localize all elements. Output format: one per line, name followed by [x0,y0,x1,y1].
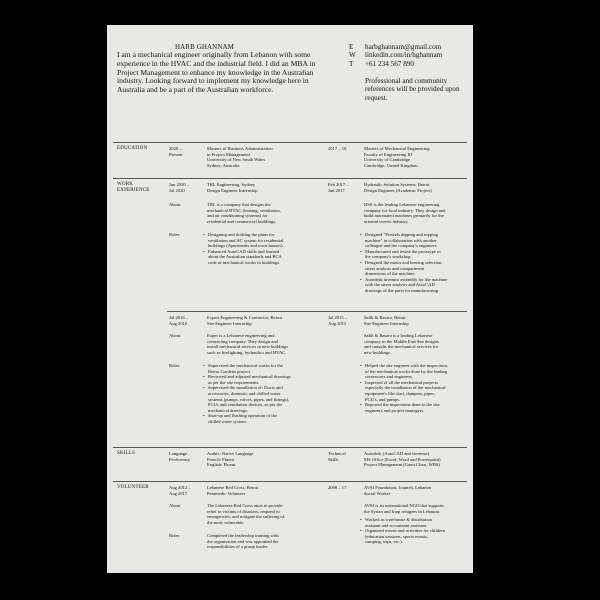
languages-list: Arabic: Native Language French: Fluent English: Fluent [207,451,254,468]
job3-title: Expert Engineering & Contractor, Beirut Site Engineer Internship [207,315,282,326]
job4-title: Salih & Basara, Beirut Site Engineer Internship [364,315,409,326]
list-item: • Designed "Pretzels dipping and topping machine" in collaboration with another colleague and the company's engineers. [360,232,447,249]
job4-dates: Jul 2015 – Aug 2015 [328,315,348,326]
contact-key-phone: T [349,59,354,68]
contact-website[interactable]: linkedin.com/in/hghannam [365,51,443,60]
list-item: • Start-up and flushing operation of the chilled water system. [203,413,291,424]
volunteer-title-right: AVSI Foundation, Jounieh, Lebanon Social Worker [364,485,432,496]
technical-label: Technical Skills [328,451,346,462]
volunteer-roles-right [360,517,445,545]
job3-about: Exper is a Lebanese engineering and contracting company. They design and install mechanical services in new buildings such as firefighting, hydraulics and HVAC. [207,333,289,355]
language-label: Language Proficiency [169,451,191,462]
volunteer-roles-left: Completed the leadership training with the organisation and was appointed the responsibilities of a group leader. [207,533,279,550]
job2-dates: Feb 2017 – Jun 2017 [328,182,349,193]
job1-about-label: About [169,202,181,207]
education-dates-left: 2020 – Present [169,146,183,157]
job2-title: Hydraulic Solution Systems, Beirut Design Engineer (Academic Project) [364,182,432,193]
list-item: • Worked as warehouse & distribution assistant and accountant assistant. [360,517,445,528]
list-item: • Supervised the mechanical works for the Beirut Gardens project. [203,363,291,374]
references-note: Professional and community references will be provided upon request. [365,77,460,102]
contact-key-email: E [349,43,354,51]
contact-values [365,43,442,68]
education-dates-right: 2017 – 18 [328,146,347,151]
list-item: • Enhanced AutoCAD skills and learned about the Australian standards and BCA code of mechanical works in buildings. [203,249,284,266]
volunteer-title-left: Lebanese Red Cross, Beirut Paramedic Volunteer [207,485,259,496]
contact-keys [349,43,356,68]
volunteer-dates-left: Aug 2012 – Aug 2017 [169,485,191,496]
volunteer-about-label: About [169,503,181,508]
volunteer-roles-label: Roles [169,533,180,538]
technical-skills-list: Autodesk (AutoCAD and Inventor) MS Office (Excel, Word and Powerpoint) Project Management (Gantt Chart, WBS) [364,451,441,468]
subsection-divider [167,311,467,312]
contact-phone: +61 234 567 890 [365,59,414,68]
person-name: HARB GHANNAM [175,43,234,51]
job4-about: Salih & Basara is a leading Lebanese company in the Middle East that designs and consults the mechanical services for new buildings. [364,333,439,355]
list-item: • Designing and drafting the plans for ventilation and AC system for residential buildings (Apartments and town houses). [203,232,284,249]
job3-roles [203,363,291,425]
job1-about: TBL is a company that designs the mechanical HVAC (heating, ventilation, and air conditioning systems) for residential and commercial buildings. [207,202,281,224]
job1-dates: Jun 2020 – Jul 2020 [169,182,190,193]
list-item: • Autodesk inventor assembly for the machine with the stress analysis and AutoCAD drawings of the parts for manufacturing. [360,277,447,294]
job1-title: TBL Engineering, Sydney Design Engineer Internship [207,182,258,193]
list-item: • Designed the motor and bearing selection, stress analysis and compartment dimensions of the machine. [360,260,447,277]
job3-about-label: About [169,333,181,338]
list-item: • Helped the site engineer with the inspections of the mechanical works done by the leading contractors and engineers. [360,363,447,380]
section-divider [113,447,467,448]
list-item: • Reviewed and adjusted mechanical drawings as per the site requirements. [203,374,291,385]
list-item: • Inspected of all the mechanical projects especially the installation of the mechanical equipment's like duct, dampers, pipes, FCU's, and pumps. [360,380,447,402]
volunteer-dates-right: 2008 – 17 [328,485,347,490]
volunteer-about-left: The Lebanese Red Cross aims to provide relief to victims of disasters, respond to emergencies, and mitigate the suffering of the most vulnerable. [207,503,285,525]
list-item: • Organised events and activities for children (education sessions, sports events, camping, trips, etc.). [360,528,445,545]
section-label-skills: SKILLS [117,451,136,456]
education-entry-right: Masters of Mechanical Engineering Faculty of Engineering III University of Cambridge Cambridge, United Kingdom [364,146,430,168]
job2-about: HSS is the leading Lebanese engineering company for food industry. They design and build automated machines primarily for the oriental sweets industry. [364,202,446,224]
contact-email[interactable]: harbghannam@gmail.com [365,43,442,51]
list-item: • Manufactured and tested the prototype in the company's workshop. [360,249,447,260]
volunteer-about-right: AVSI is an international NGO that supports the Syrian and Iraqi refugees in Lebanon. [364,503,445,514]
section-divider [113,178,467,179]
job3-roles-label: Roles [169,363,180,368]
contact-key-web: W [349,51,356,60]
section-label-volunteer: VOLUNTEER [117,485,149,490]
job1-roles [203,232,284,266]
list-item: • Reported the inspections done to the site engineers and project managers. [360,402,447,413]
section-label-education: EDUCATION [117,146,148,151]
section-label-work: WORK EXPERIENCE [117,182,150,193]
job4-roles [360,363,447,413]
education-entry-left: Masters of Business Administration in Project Management University of New South Wales Sydney, Australia [207,146,273,168]
section-divider [113,142,467,143]
intro-paragraph: I am a mechanical engineer originally from Lebanon with some experience in the HVAC and the industrial field. I did an MBA in Project Management to enhance my knowledge in the Australian industry. Looking forward to implement my knowledge here in Australia and be a part of the Australian workforce. [117,50,316,95]
job3-dates: Jul 2016 – Aug 2016 [169,315,189,326]
section-divider [113,481,467,482]
job1-roles-label: Roles [169,232,180,237]
list-item: • Supervised the installation of: Ducts and accessories, domestic and chilled water systems (pumps, valves, pipes, and fittings), FCUs and ventilation devices, as per the mechanical drawings. [203,385,291,413]
job2-roles [360,232,447,294]
resume-page [107,25,473,573]
